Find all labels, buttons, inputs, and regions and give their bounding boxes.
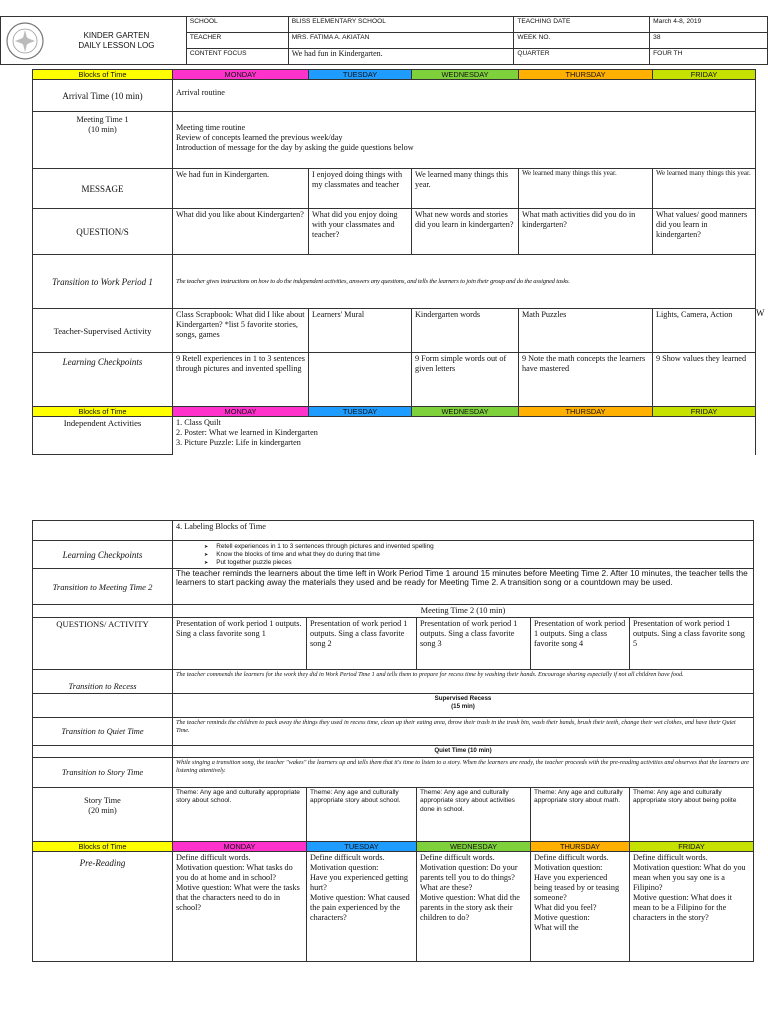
- friday-header-3: FRIDAY: [630, 842, 754, 852]
- friday-header: FRIDAY: [653, 70, 756, 80]
- message-monday: We had fun in Kindergarten.: [173, 169, 309, 209]
- checkpoint-bullet-1: ➤ Retell experiences in 1 to 3 sentences through pictures and invented spelling: [218, 543, 750, 551]
- blank-label-cell: [33, 521, 173, 541]
- title-line2: DAILY LESSON LOG: [78, 40, 155, 50]
- supervised-recess-minutes: (15 min): [451, 702, 475, 710]
- quarter-label: QUARTER: [514, 49, 650, 65]
- independent-item-2: 2. Poster: What we learned in Kindergarten: [176, 428, 318, 437]
- header-title-cell: [1, 17, 187, 65]
- qa-monday: Presentation of work period 1 outputs. Sing a class favorite song 1: [173, 618, 307, 670]
- independent-activities-list: [173, 417, 756, 455]
- learning-checkpoints-list: [173, 541, 754, 569]
- tuesday-header: TUESDAY: [309, 70, 412, 80]
- meeting-line-1: Meeting time routine: [176, 123, 246, 132]
- wednesday-header-3: WEDNESDAY: [417, 842, 531, 852]
- story-monday: Theme: Any age and culturally appropriate story about school.: [173, 788, 307, 842]
- meeting-time-1-content: [173, 112, 756, 169]
- week-value: 38: [650, 33, 768, 49]
- story-time-title: Story Time: [84, 796, 121, 805]
- qa-tuesday: Presentation of work period 1 outputs. Sing a class favorite song 2: [307, 618, 417, 670]
- meeting-time-1-label: [33, 112, 173, 169]
- transition-quiet-text: The teacher reminds the children to pack away the things they used in recess time, clean up their eating area, throw their trash in the trash bin, wash their hands, brush their teeth, change their wet clothes, and have their Quiet Time.: [173, 718, 754, 746]
- teacher-value: MRS. FATIMA A. AKIATAN: [288, 33, 514, 49]
- qa-thursday: Presentation of work period 1 outputs. Sing a class favorite song 4: [531, 618, 630, 670]
- checkpoint-bullet-3: ➤ Put together puzzle pieces: [218, 559, 750, 567]
- story-time-label: [33, 788, 173, 842]
- checkpoint-bullet-2: ➤ Know the blocks of time and what they do during that time: [218, 551, 750, 559]
- transition-story-label: Transition to Story Time: [33, 758, 173, 788]
- lesson-log-header: [0, 16, 768, 65]
- independent-item-3: 3. Picture Puzzle: Life in kindergarten: [176, 438, 301, 447]
- learning-checkpoints-label: Learning Checkpoints: [33, 353, 173, 407]
- transition-story-text: While singing a transition song, the teacher "wakes" the learners up and tells them that it's time to listen to a story. When the learners are ready, the teacher proceeds with the pre-reading activities and observes that the learners are listening attentively.: [173, 758, 754, 788]
- prereading-tuesday: Define difficult words. Motivation question: Have you experienced getting hurt? Motive question: What caused the pain experienced by the characters?: [307, 852, 417, 962]
- date-label: TEACHING DATE: [514, 17, 650, 33]
- arrival-routine: Arrival routine: [173, 80, 756, 112]
- tsa-friday: Lights, Camera, Action: [653, 309, 756, 353]
- teacher-supervised-label: Teacher-Supervised Activity: [33, 309, 173, 353]
- tuesday-header-3: TUESDAY: [307, 842, 417, 852]
- story-wednesday: Theme: Any age and culturally appropriate story about activities done in school.: [417, 788, 531, 842]
- teacher-label: TEACHER: [186, 33, 288, 49]
- tsa-thursday: Math Puzzles: [519, 309, 653, 353]
- school-value: BLISS ELEMENTARY SCHOOL: [288, 17, 514, 33]
- quiet-blank: [33, 746, 173, 758]
- blocks-of-time-header-2: Blocks of Time: [33, 407, 173, 417]
- transition-quiet-label: Transition to Quiet Time: [33, 718, 173, 746]
- question-tuesday: What did you enjoy doing with your classmates and teacher?: [309, 209, 412, 255]
- message-wednesday: We learned many things this year.: [412, 169, 519, 209]
- checkpoint-tuesday: [309, 353, 412, 407]
- checkpoint-thursday: 9 Note the math concepts the learners have mastered: [519, 353, 653, 407]
- message-tuesday: I enjoyed doing things with my classmates and teacher: [309, 169, 412, 209]
- story-friday: Theme: Any age and culturally appropriate story about being polite: [630, 788, 754, 842]
- prereading-wednesday: Define difficult words. Motivation question: Do your parents tell you to do things? What are these? Motive question: What did the parents in the story ask their children to do?: [417, 852, 531, 962]
- transition-recess-label: Transition to Recess: [33, 670, 173, 694]
- question-thursday: What math activities did you do in kindergarten?: [519, 209, 653, 255]
- tsa-wednesday: Kindergarten words: [412, 309, 519, 353]
- prereading-monday: Define difficult words. Motivation question: What tasks do you do at home and in school? Motive question: What were the tasks that the characters need to do in school?: [173, 852, 307, 962]
- message-friday: We learned many things this year.: [653, 169, 756, 209]
- message-label: MESSAGE: [33, 169, 173, 209]
- supervised-recess-title: Supervised Recess: [434, 695, 492, 702]
- story-time-minutes: (20 min): [88, 806, 117, 815]
- meeting-time-1-title: Meeting Time 1: [76, 115, 129, 124]
- monday-header-3: MONDAY: [173, 842, 307, 852]
- blocks-of-time-header: Blocks of Time: [33, 70, 173, 80]
- thursday-header-3: THURSDAY: [531, 842, 630, 852]
- meeting-line-3: Introduction of message for the day by asking the guide questions below: [176, 143, 414, 152]
- meeting-line-2: Review of concepts learned the previous week/day: [176, 133, 343, 142]
- pre-reading-label: Pre-Reading: [33, 852, 173, 962]
- quiet-time-title: Quiet Time (10 min): [173, 746, 754, 758]
- schedule-table-part1: [32, 69, 756, 455]
- arrival-time-label: Arrival Time (10 min): [33, 80, 173, 112]
- checkpoint-wednesday: 9 Form simple words out of given letters: [412, 353, 519, 407]
- prereading-thursday: Define difficult words. Motivation question: Have you experienced being teased by or teasing someone? What did you feel? Motive question: What will the: [531, 852, 630, 962]
- transition-recess-text: The teacher commends the learners for the work they did in Work Period Time 1 and tells them to prepare for recess time by washing their hands. Encourage sharing especially if not all children have food.: [173, 670, 754, 694]
- tsa-tuesday: Learners' Mural: [309, 309, 412, 353]
- independent-activities-label: Independent Activities: [33, 417, 173, 455]
- checkpoint-monday: 9 Retell experiences in 1 to 3 sentences through pictures and invented spelling: [173, 353, 309, 407]
- prereading-friday: Define difficult words. Motivation question: What do you mean when you say one is a Filipino? Motive question: What does it mean to be a Filipino for the characters in the story?: [630, 852, 754, 962]
- transition-meeting-2-text: The teacher reminds the learners about the time left in Work Period Time 1 around 15 minutes before Meeting Time 2. After 10 minutes, the teacher tells the learners to start packing away the materials they used and be ready for Meeting Time 2. A transition song or a countdown may be used.: [173, 569, 754, 605]
- blocks-of-time-header-3: Blocks of Time: [33, 842, 173, 852]
- independent-item-4: 4. Labeling Blocks of Time: [173, 521, 754, 541]
- transition-work-period-1-label: Transition to Work Period 1: [33, 255, 173, 309]
- meeting-time-1-minutes: (10 min): [88, 125, 117, 134]
- questions-label: QUESTION/S: [33, 209, 173, 255]
- story-thursday: Theme: Any age and culturally appropriate story about math.: [531, 788, 630, 842]
- thursday-header: THURSDAY: [519, 70, 653, 80]
- meeting-2-blank: [33, 605, 173, 618]
- monday-header: MONDAY: [173, 70, 309, 80]
- question-friday: What values/ good manners did you learn in kindergarten?: [653, 209, 756, 255]
- meeting-time-2-title: Meeting Time 2 (10 min): [173, 605, 754, 618]
- qa-wednesday: Presentation of work period 1 outputs. Sing a class favorite song 3: [417, 618, 531, 670]
- title-line1: KINDER GARTEN: [83, 30, 150, 40]
- question-monday: What did you like about Kindergarten?: [173, 209, 309, 255]
- supervised-recess: [173, 694, 754, 718]
- deped-seal-icon: [5, 21, 45, 61]
- content-focus-value: We had fun in Kindergarten.: [288, 49, 514, 65]
- questions-activity-label: QUESTIONS/ ACTIVITY: [33, 618, 173, 670]
- wednesday-header-2: WEDNESDAY: [412, 407, 519, 417]
- story-tuesday: Theme: Any age and culturally appropriate story about school.: [307, 788, 417, 842]
- transition-meeting-2-label: Transition to Meeting Time 2: [33, 569, 173, 605]
- date-value: March 4-8, 2019: [650, 17, 768, 33]
- checkpoint-friday: 9 Show values they learned: [653, 353, 756, 407]
- question-wednesday: What new words and stories did you learn in kindergarten?: [412, 209, 519, 255]
- qa-friday: Presentation of work period 1 outputs. Sing a class favorite song 5: [630, 618, 754, 670]
- schedule-table-part2: [32, 520, 754, 962]
- stray-text: W: [756, 308, 765, 318]
- recess-blank: [33, 694, 173, 718]
- week-label: WEEK NO.: [514, 33, 650, 49]
- wednesday-header: WEDNESDAY: [412, 70, 519, 80]
- tuesday-header-2: TUESDAY: [309, 407, 412, 417]
- message-thursday: We learned many things this year.: [519, 169, 653, 209]
- learning-checkpoints-label-2: Learning Checkpoints: [33, 541, 173, 569]
- friday-header-2: FRIDAY: [653, 407, 756, 417]
- school-label: SCHOOL: [186, 17, 288, 33]
- independent-item-1: 1. Class Quilt: [176, 418, 221, 427]
- transition-work-period-1-text: The teacher gives instructions on how to do the independent activities, answers any questions, and tells the learners to join their group and do the assigned tasks.: [173, 255, 756, 309]
- content-focus-label: CONTENT FOCUS: [186, 49, 288, 65]
- tsa-monday: Class Scrapbook: What did I like about Kindergarten? *list 5 favorite stories, songs, games: [173, 309, 309, 353]
- quarter-value: FOUR TH: [650, 49, 768, 65]
- monday-header-2: MONDAY: [173, 407, 309, 417]
- thursday-header-2: THURSDAY: [519, 407, 653, 417]
